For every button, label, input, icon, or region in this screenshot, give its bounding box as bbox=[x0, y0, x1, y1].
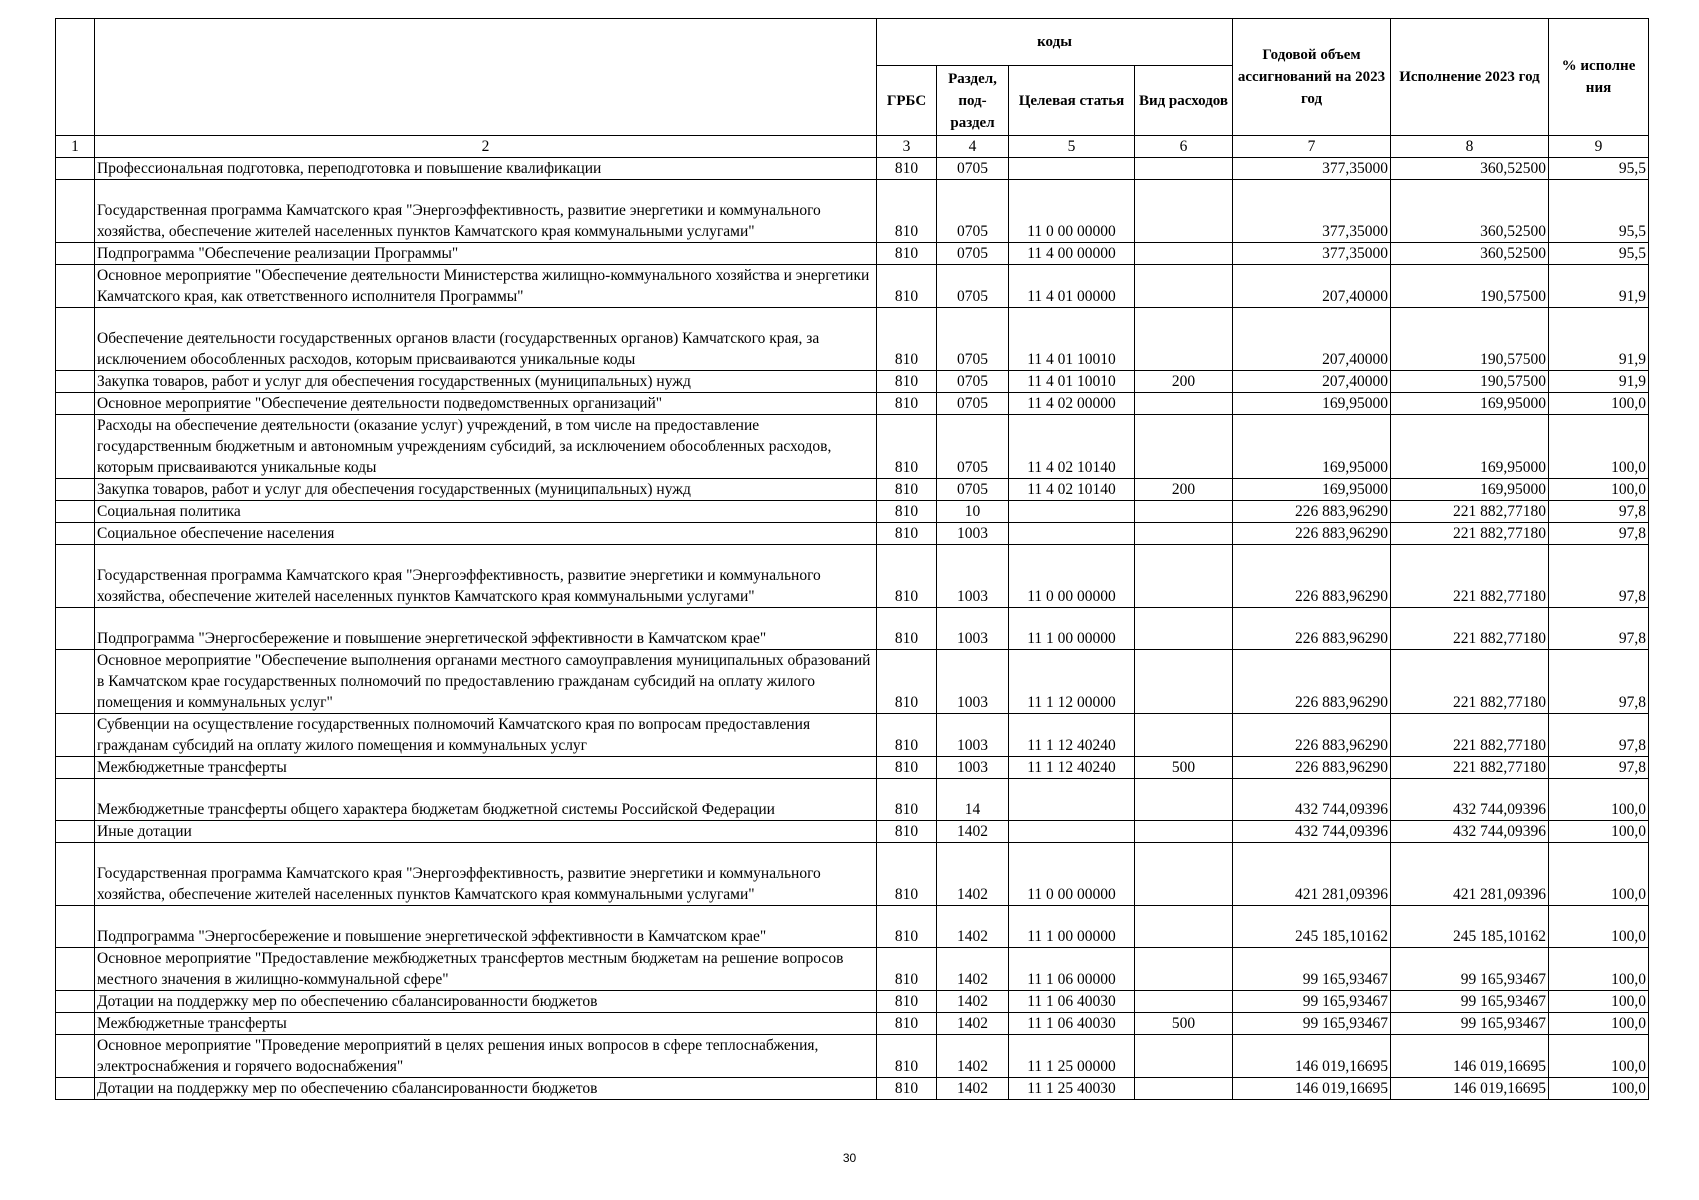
row-percent-cell: 97,8 bbox=[1549, 608, 1649, 650]
row-name-cell: Государственная программа Камчатского края "Энергоэффективность, развитие энергетики и коммунального хозяйства, обеспечение жителей населенных пунктов Камчатского края коммунальными услугами" bbox=[95, 545, 877, 608]
row-expense-type-cell bbox=[1135, 948, 1233, 991]
row-annual-cell: 432 744,09396 bbox=[1233, 779, 1391, 821]
row-execution-cell: 190,57500 bbox=[1391, 265, 1549, 308]
table-row bbox=[56, 243, 1649, 265]
row-execution-cell: 360,52500 bbox=[1391, 243, 1549, 265]
row-grbs-cell: 810 bbox=[877, 308, 937, 371]
row-razdel-cell: 0705 bbox=[937, 415, 1009, 479]
column-number: 6 bbox=[1135, 136, 1233, 158]
row-index-cell bbox=[56, 757, 95, 779]
row-percent-cell: 100,0 bbox=[1549, 1013, 1649, 1035]
row-percent-cell: 91,9 bbox=[1549, 308, 1649, 371]
row-execution-cell: 245 185,10162 bbox=[1391, 906, 1549, 948]
row-expense-type-cell bbox=[1135, 243, 1233, 265]
header-annual: Годовой объем ассигнований на 2023 год bbox=[1233, 19, 1391, 136]
table-row bbox=[56, 1078, 1649, 1100]
row-annual-cell: 226 883,96290 bbox=[1233, 608, 1391, 650]
table-row bbox=[56, 757, 1649, 779]
row-name-cell: Межбюджетные трансферты bbox=[95, 1013, 877, 1035]
row-grbs-cell: 810 bbox=[877, 1013, 937, 1035]
row-expense-type-cell: 500 bbox=[1135, 1013, 1233, 1035]
table-row bbox=[56, 158, 1649, 180]
row-razdel-cell: 1402 bbox=[937, 991, 1009, 1013]
row-annual-cell: 421 281,09396 bbox=[1233, 843, 1391, 906]
row-expense-type-cell: 500 bbox=[1135, 757, 1233, 779]
row-expense-type-cell: 200 bbox=[1135, 479, 1233, 501]
table-row bbox=[56, 265, 1649, 308]
row-name-cell: Основное мероприятие "Предоставление межбюджетных трансфертов местным бюджетам на решение вопросов местного значения в жилищно-коммунальной сфере" bbox=[95, 948, 877, 991]
row-percent-cell: 97,8 bbox=[1549, 545, 1649, 608]
row-execution-cell: 190,57500 bbox=[1391, 371, 1549, 393]
row-percent-cell: 100,0 bbox=[1549, 991, 1649, 1013]
row-execution-cell: 221 882,77180 bbox=[1391, 501, 1549, 523]
row-target-code-cell: 11 4 00 00000 bbox=[1009, 243, 1135, 265]
row-expense-type-cell bbox=[1135, 991, 1233, 1013]
row-index-cell bbox=[56, 906, 95, 948]
row-percent-cell: 100,0 bbox=[1549, 779, 1649, 821]
row-razdel-cell: 1003 bbox=[937, 714, 1009, 757]
row-grbs-cell: 810 bbox=[877, 265, 937, 308]
row-execution-cell: 99 165,93467 bbox=[1391, 1013, 1549, 1035]
row-annual-cell: 207,40000 bbox=[1233, 265, 1391, 308]
row-razdel-cell: 0705 bbox=[937, 265, 1009, 308]
row-name-cell: Подпрограмма "Обеспечение реализации Программы" bbox=[95, 243, 877, 265]
row-name-cell: Закупка товаров, работ и услуг для обеспечения государственных (муниципальных) нужд bbox=[95, 479, 877, 501]
row-expense-type-cell bbox=[1135, 1035, 1233, 1078]
row-index-cell bbox=[56, 308, 95, 371]
row-target-code-cell bbox=[1009, 779, 1135, 821]
row-annual-cell: 432 744,09396 bbox=[1233, 821, 1391, 843]
row-annual-cell: 226 883,96290 bbox=[1233, 714, 1391, 757]
row-percent-cell: 95,5 bbox=[1549, 180, 1649, 243]
row-name-cell: Расходы на обеспечение деятельности (оказание услуг) учреждений, в том числе на предоставление государственным бюджетным и автономным учреждениям субсидий, за исключением обособленных расходов, которым присваиваются уникальные коды bbox=[95, 415, 877, 479]
row-execution-cell: 169,95000 bbox=[1391, 415, 1549, 479]
row-annual-cell: 146 019,16695 bbox=[1233, 1078, 1391, 1100]
row-expense-type-cell bbox=[1135, 843, 1233, 906]
row-razdel-cell: 1003 bbox=[937, 757, 1009, 779]
row-target-code-cell: 11 1 12 00000 bbox=[1009, 650, 1135, 714]
row-name-cell: Субвенции на осуществление государственных полномочий Камчатского края по вопросам предоставления гражданам субсидий на оплату жилого помещения и коммунальных услуг bbox=[95, 714, 877, 757]
row-expense-type-cell bbox=[1135, 180, 1233, 243]
row-target-code-cell: 11 1 06 40030 bbox=[1009, 991, 1135, 1013]
row-name-cell: Основное мероприятие "Обеспечение деятельности Министерства жилищно-коммунального хозяйства и энергетики Камчатского края, как ответственного исполнителя Программы" bbox=[95, 265, 877, 308]
row-razdel-cell: 1003 bbox=[937, 523, 1009, 545]
row-index-cell bbox=[56, 650, 95, 714]
row-name-cell: Подпрограмма "Энергосбережение и повышение энергетической эффективности в Камчатском крае" bbox=[95, 608, 877, 650]
row-name-cell: Иные дотации bbox=[95, 821, 877, 843]
header-celevaya: Целевая статья bbox=[1009, 66, 1135, 136]
column-number-row bbox=[56, 136, 1649, 158]
row-index-cell bbox=[56, 1035, 95, 1078]
row-expense-type-cell bbox=[1135, 714, 1233, 757]
row-name-cell: Социальная политика bbox=[95, 501, 877, 523]
row-razdel-cell: 1003 bbox=[937, 608, 1009, 650]
row-annual-cell: 99 165,93467 bbox=[1233, 1013, 1391, 1035]
row-razdel-cell: 1402 bbox=[937, 948, 1009, 991]
row-grbs-cell: 810 bbox=[877, 821, 937, 843]
row-percent-cell: 91,9 bbox=[1549, 371, 1649, 393]
row-expense-type-cell bbox=[1135, 393, 1233, 415]
row-target-code-cell bbox=[1009, 821, 1135, 843]
budget-table bbox=[55, 18, 1649, 1100]
row-expense-type-cell bbox=[1135, 158, 1233, 180]
row-index-cell bbox=[56, 991, 95, 1013]
row-index-cell bbox=[56, 843, 95, 906]
row-execution-cell: 432 744,09396 bbox=[1391, 779, 1549, 821]
row-grbs-cell: 810 bbox=[877, 843, 937, 906]
table-row bbox=[56, 608, 1649, 650]
row-annual-cell: 226 883,96290 bbox=[1233, 545, 1391, 608]
header-razdel: Раздел, под-раздел bbox=[937, 66, 1009, 136]
table-row bbox=[56, 415, 1649, 479]
column-number: 1 bbox=[56, 136, 95, 158]
row-name-cell: Дотации на поддержку мер по обеспечению сбалансированности бюджетов bbox=[95, 991, 877, 1013]
row-razdel-cell: 1003 bbox=[937, 545, 1009, 608]
row-name-cell: Государственная программа Камчатского края "Энергоэффективность, развитие энергетики и коммунального хозяйства, обеспечение жителей населенных пунктов Камчатского края коммунальными услугами" bbox=[95, 843, 877, 906]
row-razdel-cell: 1402 bbox=[937, 906, 1009, 948]
row-index-cell bbox=[56, 608, 95, 650]
row-percent-cell: 97,8 bbox=[1549, 523, 1649, 545]
row-target-code-cell: 11 1 00 00000 bbox=[1009, 906, 1135, 948]
row-target-code-cell: 11 1 06 40030 bbox=[1009, 1013, 1135, 1035]
row-execution-cell: 432 744,09396 bbox=[1391, 821, 1549, 843]
row-name-cell: Межбюджетные трансферты bbox=[95, 757, 877, 779]
row-execution-cell: 146 019,16695 bbox=[1391, 1035, 1549, 1078]
row-annual-cell: 226 883,96290 bbox=[1233, 523, 1391, 545]
row-grbs-cell: 810 bbox=[877, 757, 937, 779]
row-expense-type-cell bbox=[1135, 308, 1233, 371]
row-annual-cell: 245 185,10162 bbox=[1233, 906, 1391, 948]
row-grbs-cell: 810 bbox=[877, 991, 937, 1013]
column-number: 5 bbox=[1009, 136, 1135, 158]
row-grbs-cell: 810 bbox=[877, 393, 937, 415]
table-row bbox=[56, 650, 1649, 714]
table-row bbox=[56, 308, 1649, 371]
row-target-code-cell: 11 4 01 10010 bbox=[1009, 371, 1135, 393]
column-number: 9 bbox=[1549, 136, 1649, 158]
row-annual-cell: 169,95000 bbox=[1233, 393, 1391, 415]
row-grbs-cell: 810 bbox=[877, 608, 937, 650]
row-percent-cell: 97,8 bbox=[1549, 501, 1649, 523]
row-name-cell: Государственная программа Камчатского края "Энергоэффективность, развитие энергетики и коммунального хозяйства, обеспечение жителей населенных пунктов Камчатского края коммунальными услугами" bbox=[95, 180, 877, 243]
row-name-cell: Основное мероприятие "Обеспечение деятельности подведомственных организаций" bbox=[95, 393, 877, 415]
row-grbs-cell: 810 bbox=[877, 906, 937, 948]
row-target-code-cell: 11 4 02 00000 bbox=[1009, 393, 1135, 415]
row-name-cell: Основное мероприятие "Проведение мероприятий в целях решения иных вопросов в сфере теплоснабжения, электроснабжения и горячего водоснабжения" bbox=[95, 1035, 877, 1078]
row-execution-cell: 190,57500 bbox=[1391, 308, 1549, 371]
table-row bbox=[56, 1013, 1649, 1035]
column-number: 8 bbox=[1391, 136, 1549, 158]
row-execution-cell: 169,95000 bbox=[1391, 393, 1549, 415]
row-expense-type-cell bbox=[1135, 415, 1233, 479]
row-annual-cell: 169,95000 bbox=[1233, 415, 1391, 479]
row-target-code-cell: 11 0 00 00000 bbox=[1009, 545, 1135, 608]
row-razdel-cell: 0705 bbox=[937, 180, 1009, 243]
column-number: 3 bbox=[877, 136, 937, 158]
row-index-cell bbox=[56, 393, 95, 415]
row-expense-type-cell bbox=[1135, 545, 1233, 608]
row-grbs-cell: 810 bbox=[877, 779, 937, 821]
row-grbs-cell: 810 bbox=[877, 650, 937, 714]
row-percent-cell: 95,5 bbox=[1549, 243, 1649, 265]
row-razdel-cell: 1402 bbox=[937, 843, 1009, 906]
row-expense-type-cell bbox=[1135, 906, 1233, 948]
header-percent: % исполне ния bbox=[1549, 19, 1649, 136]
row-grbs-cell: 810 bbox=[877, 479, 937, 501]
row-execution-cell: 221 882,77180 bbox=[1391, 523, 1549, 545]
row-execution-cell: 169,95000 bbox=[1391, 479, 1549, 501]
row-name-cell: Закупка товаров, работ и услуг для обеспечения государственных (муниципальных) нужд bbox=[95, 371, 877, 393]
row-razdel-cell: 0705 bbox=[937, 393, 1009, 415]
row-execution-cell: 221 882,77180 bbox=[1391, 757, 1549, 779]
table-row bbox=[56, 1035, 1649, 1078]
header-blank-1 bbox=[56, 19, 95, 136]
row-percent-cell: 100,0 bbox=[1549, 415, 1649, 479]
row-index-cell bbox=[56, 180, 95, 243]
row-name-cell: Социальное обеспечение населения bbox=[95, 523, 877, 545]
row-grbs-cell: 810 bbox=[877, 948, 937, 991]
row-percent-cell: 100,0 bbox=[1549, 906, 1649, 948]
row-target-code-cell bbox=[1009, 523, 1135, 545]
table-row bbox=[56, 843, 1649, 906]
row-annual-cell: 377,35000 bbox=[1233, 243, 1391, 265]
row-grbs-cell: 810 bbox=[877, 523, 937, 545]
table-row bbox=[56, 479, 1649, 501]
row-index-cell bbox=[56, 501, 95, 523]
row-target-code-cell: 11 4 02 10140 bbox=[1009, 415, 1135, 479]
row-index-cell bbox=[56, 415, 95, 479]
row-annual-cell: 226 883,96290 bbox=[1233, 501, 1391, 523]
row-razdel-cell: 1003 bbox=[937, 650, 1009, 714]
row-name-cell: Дотации на поддержку мер по обеспечению сбалансированности бюджетов bbox=[95, 1078, 877, 1100]
row-name-cell: Обеспечение деятельности государственных органов власти (государственных органов) Камчатского края, за исключением обособленных расходов, которым присваиваются уникальные коды bbox=[95, 308, 877, 371]
row-annual-cell: 99 165,93467 bbox=[1233, 948, 1391, 991]
row-execution-cell: 221 882,77180 bbox=[1391, 714, 1549, 757]
row-target-code-cell: 11 1 25 40030 bbox=[1009, 1078, 1135, 1100]
table-row bbox=[56, 948, 1649, 991]
row-grbs-cell: 810 bbox=[877, 1035, 937, 1078]
row-target-code-cell: 11 1 12 40240 bbox=[1009, 714, 1135, 757]
row-razdel-cell: 10 bbox=[937, 501, 1009, 523]
row-target-code-cell: 11 1 00 00000 bbox=[1009, 608, 1135, 650]
row-grbs-cell: 810 bbox=[877, 371, 937, 393]
row-name-cell: Профессиональная подготовка, переподготовка и повышение квалификации bbox=[95, 158, 877, 180]
row-percent-cell: 97,8 bbox=[1549, 650, 1649, 714]
header-codes: коды bbox=[877, 19, 1233, 66]
row-target-code-cell: 11 1 12 40240 bbox=[1009, 757, 1135, 779]
row-razdel-cell: 1402 bbox=[937, 821, 1009, 843]
table-row bbox=[56, 821, 1649, 843]
row-execution-cell: 99 165,93467 bbox=[1391, 991, 1549, 1013]
row-index-cell bbox=[56, 948, 95, 991]
row-execution-cell: 421 281,09396 bbox=[1391, 843, 1549, 906]
row-target-code-cell: 11 0 00 00000 bbox=[1009, 843, 1135, 906]
table-row bbox=[56, 714, 1649, 757]
row-index-cell bbox=[56, 1078, 95, 1100]
row-target-code-cell: 11 4 01 10010 bbox=[1009, 308, 1135, 371]
row-index-cell bbox=[56, 158, 95, 180]
column-number: 4 bbox=[937, 136, 1009, 158]
row-percent-cell: 100,0 bbox=[1549, 843, 1649, 906]
row-execution-cell: 221 882,77180 bbox=[1391, 650, 1549, 714]
table-row bbox=[56, 180, 1649, 243]
row-annual-cell: 226 883,96290 bbox=[1233, 650, 1391, 714]
row-percent-cell: 100,0 bbox=[1549, 393, 1649, 415]
row-percent-cell: 100,0 bbox=[1549, 948, 1649, 991]
row-target-code-cell: 11 1 06 00000 bbox=[1009, 948, 1135, 991]
row-percent-cell: 100,0 bbox=[1549, 479, 1649, 501]
row-expense-type-cell bbox=[1135, 265, 1233, 308]
row-index-cell bbox=[56, 1013, 95, 1035]
row-annual-cell: 169,95000 bbox=[1233, 479, 1391, 501]
row-index-cell bbox=[56, 714, 95, 757]
row-razdel-cell: 0705 bbox=[937, 479, 1009, 501]
row-annual-cell: 207,40000 bbox=[1233, 371, 1391, 393]
row-razdel-cell: 0705 bbox=[937, 243, 1009, 265]
row-annual-cell: 377,35000 bbox=[1233, 158, 1391, 180]
row-grbs-cell: 810 bbox=[877, 158, 937, 180]
row-execution-cell: 146 019,16695 bbox=[1391, 1078, 1549, 1100]
row-grbs-cell: 810 bbox=[877, 1078, 937, 1100]
row-target-code-cell bbox=[1009, 501, 1135, 523]
table-row bbox=[56, 501, 1649, 523]
row-expense-type-cell bbox=[1135, 821, 1233, 843]
row-percent-cell: 91,9 bbox=[1549, 265, 1649, 308]
row-razdel-cell: 1402 bbox=[937, 1078, 1009, 1100]
row-annual-cell: 207,40000 bbox=[1233, 308, 1391, 371]
table-body bbox=[56, 158, 1649, 1100]
header-execution: Исполнение 2023 год bbox=[1391, 19, 1549, 136]
row-percent-cell: 97,8 bbox=[1549, 757, 1649, 779]
row-grbs-cell: 810 bbox=[877, 180, 937, 243]
row-execution-cell: 99 165,93467 bbox=[1391, 948, 1549, 991]
row-annual-cell: 146 019,16695 bbox=[1233, 1035, 1391, 1078]
row-target-code-cell bbox=[1009, 158, 1135, 180]
row-razdel-cell: 0705 bbox=[937, 308, 1009, 371]
row-expense-type-cell bbox=[1135, 650, 1233, 714]
row-grbs-cell: 810 bbox=[877, 545, 937, 608]
table-row bbox=[56, 906, 1649, 948]
header-vid: Вид расходов bbox=[1135, 66, 1233, 136]
table-row bbox=[56, 545, 1649, 608]
row-razdel-cell: 14 bbox=[937, 779, 1009, 821]
row-execution-cell: 221 882,77180 bbox=[1391, 545, 1549, 608]
row-razdel-cell: 1402 bbox=[937, 1035, 1009, 1078]
row-index-cell bbox=[56, 243, 95, 265]
row-percent-cell: 100,0 bbox=[1549, 821, 1649, 843]
row-expense-type-cell: 200 bbox=[1135, 371, 1233, 393]
budget-sheet bbox=[55, 18, 1649, 1100]
row-annual-cell: 99 165,93467 bbox=[1233, 991, 1391, 1013]
row-index-cell bbox=[56, 545, 95, 608]
row-expense-type-cell bbox=[1135, 1078, 1233, 1100]
table-row bbox=[56, 393, 1649, 415]
row-annual-cell: 226 883,96290 bbox=[1233, 757, 1391, 779]
row-execution-cell: 360,52500 bbox=[1391, 180, 1549, 243]
row-expense-type-cell bbox=[1135, 501, 1233, 523]
row-index-cell bbox=[56, 371, 95, 393]
row-execution-cell: 221 882,77180 bbox=[1391, 608, 1549, 650]
row-razdel-cell: 0705 bbox=[937, 371, 1009, 393]
row-grbs-cell: 810 bbox=[877, 714, 937, 757]
row-execution-cell: 360,52500 bbox=[1391, 158, 1549, 180]
table-row bbox=[56, 523, 1649, 545]
row-grbs-cell: 810 bbox=[877, 501, 937, 523]
row-razdel-cell: 0705 bbox=[937, 158, 1009, 180]
row-percent-cell: 100,0 bbox=[1549, 1035, 1649, 1078]
row-target-code-cell: 11 0 00 00000 bbox=[1009, 180, 1135, 243]
table-row bbox=[56, 779, 1649, 821]
column-number: 2 bbox=[95, 136, 877, 158]
row-grbs-cell: 810 bbox=[877, 415, 937, 479]
row-name-cell: Основное мероприятие "Обеспечение выполнения органами местного самоуправления муниципальных образований в Камчатском крае государственных полномочий по предоставлению гражданам субсидий на оплату жилого помещения и коммунальных услуг" bbox=[95, 650, 877, 714]
header-row-top bbox=[56, 19, 1649, 66]
header-blank-2 bbox=[95, 19, 877, 136]
row-index-cell bbox=[56, 821, 95, 843]
row-percent-cell: 95,5 bbox=[1549, 158, 1649, 180]
row-percent-cell: 97,8 bbox=[1549, 714, 1649, 757]
row-name-cell: Межбюджетные трансферты общего характера бюджетам бюджетной системы Российской Федерации bbox=[95, 779, 877, 821]
row-target-code-cell: 11 4 02 10140 bbox=[1009, 479, 1135, 501]
row-expense-type-cell bbox=[1135, 779, 1233, 821]
row-index-cell bbox=[56, 265, 95, 308]
table-row bbox=[56, 371, 1649, 393]
page-number: 30 bbox=[842, 1151, 857, 1165]
column-number: 7 bbox=[1233, 136, 1391, 158]
row-name-cell: Подпрограмма "Энергосбережение и повышение энергетической эффективности в Камчатском крае" bbox=[95, 906, 877, 948]
row-index-cell bbox=[56, 779, 95, 821]
row-grbs-cell: 810 bbox=[877, 243, 937, 265]
row-index-cell bbox=[56, 479, 95, 501]
row-expense-type-cell bbox=[1135, 523, 1233, 545]
header-grbs: ГРБС bbox=[877, 66, 937, 136]
row-target-code-cell: 11 1 25 00000 bbox=[1009, 1035, 1135, 1078]
row-annual-cell: 377,35000 bbox=[1233, 180, 1391, 243]
row-expense-type-cell bbox=[1135, 608, 1233, 650]
row-razdel-cell: 1402 bbox=[937, 1013, 1009, 1035]
row-target-code-cell: 11 4 01 00000 bbox=[1009, 265, 1135, 308]
row-percent-cell: 100,0 bbox=[1549, 1078, 1649, 1100]
row-index-cell bbox=[56, 523, 95, 545]
table-row bbox=[56, 991, 1649, 1013]
